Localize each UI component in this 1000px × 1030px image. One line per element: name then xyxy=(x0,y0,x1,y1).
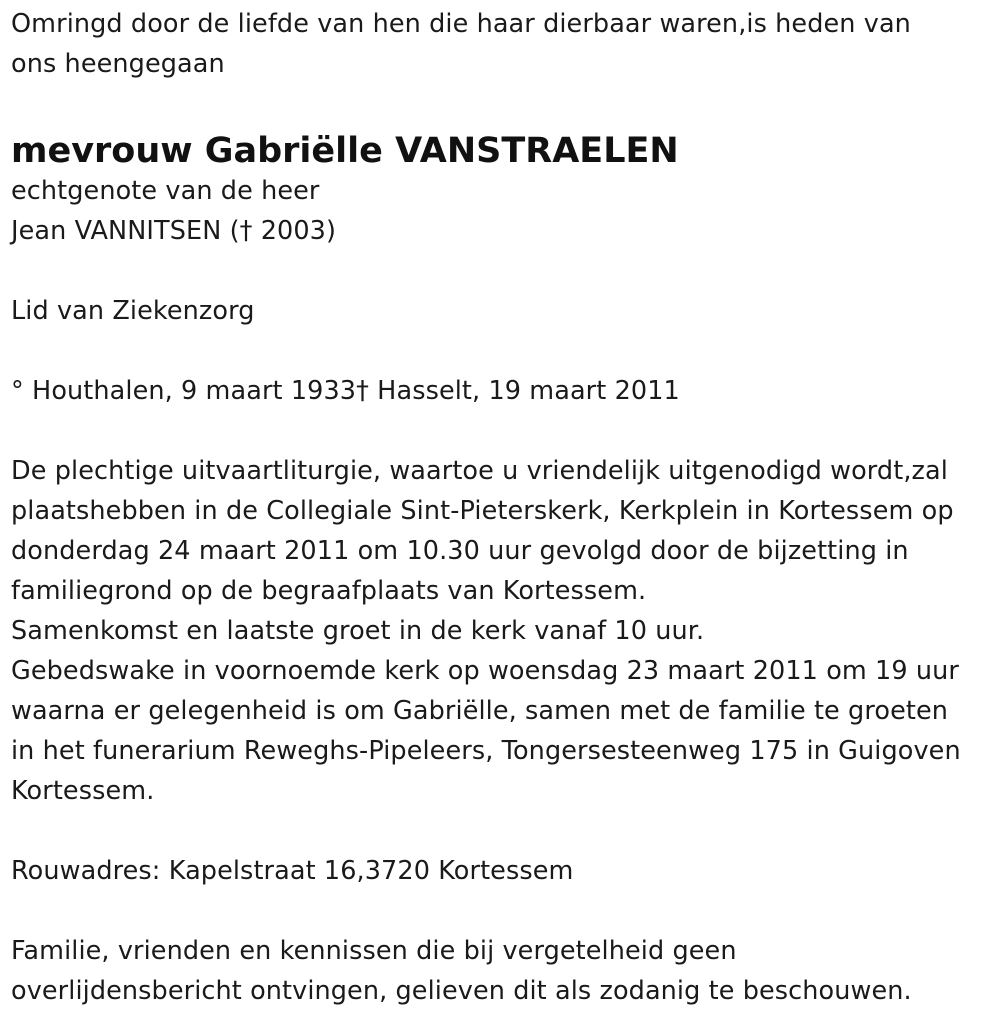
closing-line: Familie, vrienden en kennissen die bij vergetelheid geen xyxy=(11,936,737,966)
spouse-line: echtgenote van de heer xyxy=(11,176,320,206)
ceremony-line: waarna er gelegenheid is om Gabriëlle, samen met de familie te groeten xyxy=(11,696,949,726)
ceremony-line: Samenkomst en laatste groet in de kerk vanaf 10 uur. xyxy=(11,616,705,646)
intro-line: ons heengegaan xyxy=(11,49,225,79)
ceremony-paragraph xyxy=(11,451,996,811)
intro-line: Omringd door de liefde van hen die haar dierbaar waren,is heden van xyxy=(11,9,911,39)
birth-death-dates: ° Houthalen, 9 maart 1933† Hasselt, 19 maart 2011 xyxy=(11,376,680,406)
ceremony-line: Kortessem. xyxy=(11,776,155,806)
spacer xyxy=(11,891,996,931)
spacer xyxy=(11,251,996,291)
intro-paragraph xyxy=(11,4,996,84)
ceremony-line: plaatshebben in de Collegiale Sint-Pieterskerk, Kerkplein in Kortessem op xyxy=(11,496,954,526)
spacer xyxy=(11,331,996,371)
membership: Lid van Ziekenzorg xyxy=(11,296,255,326)
ceremony-line: De plechtige uitvaartliturgie, waartoe u vriendelijk uitgenodigd wordt,zal xyxy=(11,456,948,486)
deceased-name: mevrouw Gabriëlle VANSTRAELEN xyxy=(11,131,679,171)
spouse-line: Jean VANNITSEN († 2003) xyxy=(11,216,337,246)
ceremony-line: donderdag 24 maart 2011 om 10.30 uur gevolgd door de bijzetting in xyxy=(11,536,909,566)
spacer xyxy=(11,411,996,451)
ceremony-line: familiegrond op de begraafplaats van Kortessem. xyxy=(11,576,647,606)
obituary-notice xyxy=(11,0,996,1011)
closing-line: overlijdensbericht ontvingen, gelieven dit als zodanig te beschouwen. xyxy=(11,976,912,1006)
spacer xyxy=(11,811,996,851)
ceremony-line: in het funerarium Reweghs-Pipeleers, Tongersesteenweg 175 in Guigoven xyxy=(11,736,961,766)
ceremony-line: Gebedswake in voornoemde kerk op woensdag 23 maart 2011 om 19 uur xyxy=(11,656,960,686)
closing-paragraph xyxy=(11,931,996,1011)
mourning-address: Rouwadres: Kapelstraat 16,3720 Kortessem xyxy=(11,856,574,886)
spouse-info xyxy=(11,171,996,251)
